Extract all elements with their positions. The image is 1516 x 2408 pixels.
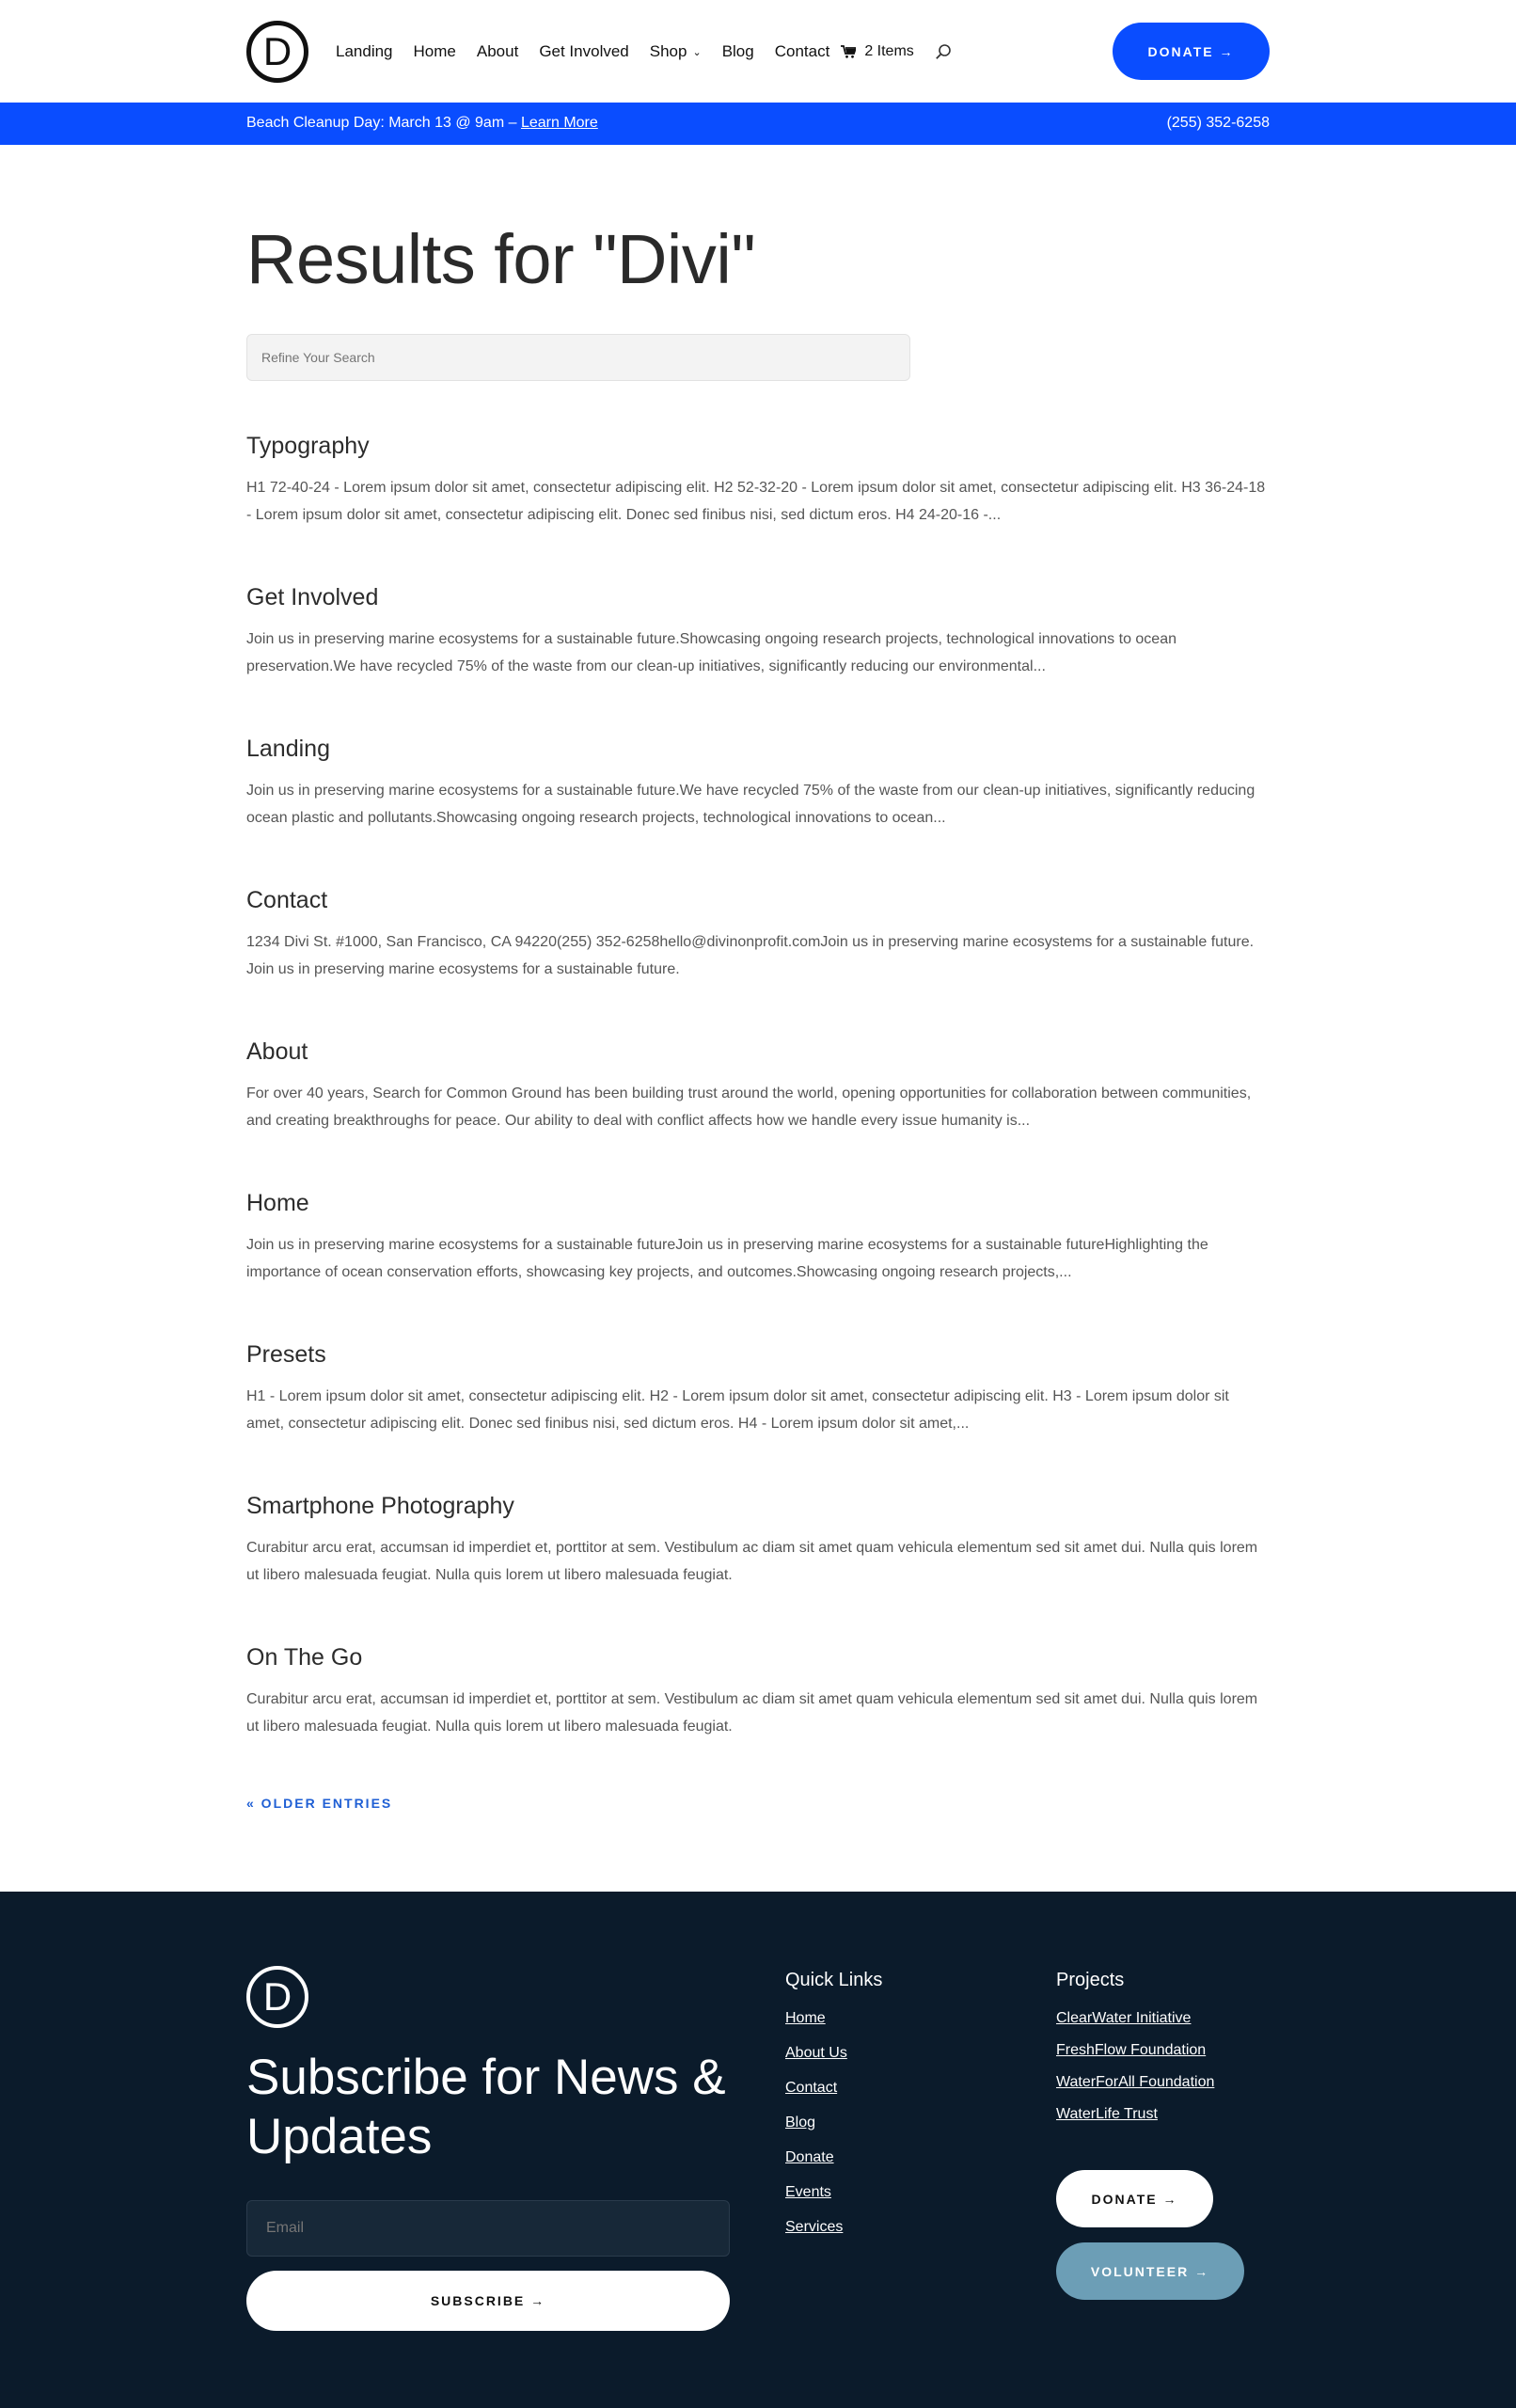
nav-item-contact[interactable]: Contact xyxy=(774,42,830,60)
cart-count: 2 Items xyxy=(864,43,914,59)
main-nav xyxy=(336,40,952,63)
result-excerpt: 1234 Divi St. #1000, San Francisco, CA 94220(255) 352-6258hello@divinonprofit.comJoin us in preserving marine ecosystems for a sustainable future. Join us in preserving marine ecosystems for a sustainable future. xyxy=(246,934,1255,977)
result-excerpt: H1 72-40-24 - Lorem ipsum dolor sit amet, consectetur adipiscing elit. H2 52-32-20 - Lorem ipsum dolor sit amet, consectetur adipiscing elit. H3 36-24-18 - Lorem ipsum dolor sit amet, consectetur adipiscing elit. Donec sed finibus nisi, sed dictum eros. H4 24-20-16 -... xyxy=(246,480,1266,523)
cart-link[interactable] xyxy=(841,43,913,60)
site-logo[interactable] xyxy=(246,21,308,83)
result-title[interactable]: Home xyxy=(246,1190,309,1216)
subscribe-button[interactable]: SUBSCRIBE → xyxy=(246,2271,730,2331)
result-item xyxy=(246,584,1270,736)
search-icon[interactable] xyxy=(935,43,952,60)
project-link-clearwater[interactable]: ClearWater Initiative xyxy=(1056,2010,1192,2026)
learn-more-link[interactable]: Learn More xyxy=(520,115,598,131)
subscribe-heading: Subscribe for News & Updates xyxy=(246,2050,726,2164)
donate-button[interactable]: DONATE → xyxy=(1113,23,1270,80)
site-footer xyxy=(0,1892,1516,2408)
project-link-waterforall[interactable]: WaterForAll Foundation xyxy=(1056,2074,1215,2090)
nav-item-shop-label: Shop xyxy=(649,42,687,60)
footer-link-donate[interactable]: Donate xyxy=(785,2149,834,2165)
volunteer-button[interactable]: VOLUNTEER → xyxy=(1056,2242,1244,2300)
result-excerpt: Join us in preserving marine ecosystems for a sustainable future.We have recycled 75% of the waste from our clean-up initiatives, significantly reducing ocean plastic and pollutants.Showcasing ongoing research projects, technological innovations to ocean... xyxy=(246,783,1255,826)
footer-link-contact[interactable]: Contact xyxy=(785,2080,838,2096)
result-item xyxy=(246,1341,1270,1493)
page-title: Results for "Divi" xyxy=(246,220,756,298)
nav-item-blog[interactable]: Blog xyxy=(721,42,754,60)
result-excerpt: For over 40 years, Search for Common Ground has been building trust around the world, opening opportunities for collaboration between communities, and creating breakthroughs for peace. Our ability to deal with conflict affects how we handle every issue humanity is... xyxy=(246,1085,1252,1129)
refine-search-input[interactable] xyxy=(246,334,910,381)
logo-letter: D xyxy=(262,29,292,73)
phone-number[interactable]: (255) 352-6258 xyxy=(1166,115,1270,131)
footer-donate-button[interactable]: DONATE → xyxy=(1056,2170,1213,2227)
announcement-bar xyxy=(0,103,1516,145)
result-item xyxy=(246,1493,1270,1644)
email-field[interactable] xyxy=(246,2200,730,2257)
result-title[interactable]: On The Go xyxy=(246,1644,363,1671)
result-title[interactable]: Contact xyxy=(246,887,328,913)
result-item xyxy=(246,1190,1270,1341)
footer-link-about-us[interactable]: About Us xyxy=(785,2045,847,2061)
announcement-text-wrap xyxy=(246,115,598,132)
footer-link-services[interactable]: Services xyxy=(785,2219,844,2235)
site-header xyxy=(0,0,1516,103)
projects-title: Projects xyxy=(1056,1970,1125,1990)
result-title[interactable]: About xyxy=(246,1038,308,1065)
footer-link-events[interactable]: Events xyxy=(785,2184,831,2200)
quick-links-column xyxy=(785,1970,882,2254)
search-results xyxy=(246,433,1270,1796)
nav-item-get-involved[interactable]: Get Involved xyxy=(539,42,629,60)
result-title[interactable]: Smartphone Photography xyxy=(246,1493,514,1519)
announcement-text: Beach Cleanup Day: March 13 @ 9am – xyxy=(246,115,521,131)
nav-item-about[interactable]: About xyxy=(476,42,519,60)
nav-item-home[interactable]: Home xyxy=(413,42,456,60)
result-excerpt: Curabitur arcu erat, accumsan id imperdiet et, porttitor at sem. Vestibulum ac diam sit amet quam vehicula elementum sed sit amet dui. Nulla quis lorem ut libero malesuada feugiat. Nulla quis lorem ut libero malesuada feugiat. xyxy=(246,1691,1258,1735)
project-link-waterlife[interactable]: WaterLife Trust xyxy=(1056,2106,1158,2122)
result-excerpt: H1 - Lorem ipsum dolor sit amet, consectetur adipiscing elit. H2 - Lorem ipsum dolor sit amet, consectetur adipiscing elit. H3 - Lorem ipsum dolor sit amet, consectetur adipiscing elit. Donec sed finibus nisi, sed dictum eros. H4 - Lorem ipsum dolor sit amet,... xyxy=(246,1388,1229,1432)
chevron-down-icon: ⌄ xyxy=(692,46,702,58)
projects-column xyxy=(1056,1970,1214,2138)
footer-link-home[interactable]: Home xyxy=(785,2010,826,2026)
cart-icon xyxy=(841,45,856,58)
footer-logo-letter: D xyxy=(262,1974,292,2019)
result-item xyxy=(246,1038,1270,1190)
result-item xyxy=(246,736,1270,887)
result-excerpt: Join us in preserving marine ecosystems for a sustainable futureJoin us in preserving marine ecosystems for a sustainable futureHighlighting the importance of ocean conservation efforts, showcasing key projects, and outcomes.Showcasing ongoing research projects,... xyxy=(246,1237,1208,1280)
footer-link-blog[interactable]: Blog xyxy=(785,2115,816,2131)
result-item xyxy=(246,887,1270,1038)
nav-item-landing[interactable]: Landing xyxy=(336,42,393,60)
result-title[interactable]: Typography xyxy=(246,433,370,459)
older-entries-link[interactable]: « OLDER ENTRIES xyxy=(246,1796,393,1811)
nav-item-shop[interactable] xyxy=(650,42,702,61)
result-excerpt: Curabitur arcu erat, accumsan id imperdiet et, porttitor at sem. Vestibulum ac diam sit amet quam vehicula elementum sed sit amet dui. Nulla quis lorem ut libero malesuada feugiat. Nulla quis lorem ut libero malesuada feugiat. xyxy=(246,1540,1258,1583)
result-title[interactable]: Get Involved xyxy=(246,584,379,610)
footer-logo[interactable] xyxy=(246,1966,308,2028)
result-excerpt: Join us in preserving marine ecosystems for a sustainable future.Showcasing ongoing research projects, technological innovations to ocean preservation.We have recycled 75% of the waste from our clean-up initiatives, significantly reducing our environmental... xyxy=(246,631,1176,674)
result-title[interactable]: Presets xyxy=(246,1341,326,1368)
project-link-freshflow[interactable]: FreshFlow Foundation xyxy=(1056,2042,1207,2058)
result-title[interactable]: Landing xyxy=(246,736,330,762)
result-item xyxy=(246,1644,1270,1796)
quick-links-title: Quick Links xyxy=(785,1970,883,1990)
result-item xyxy=(246,433,1270,584)
